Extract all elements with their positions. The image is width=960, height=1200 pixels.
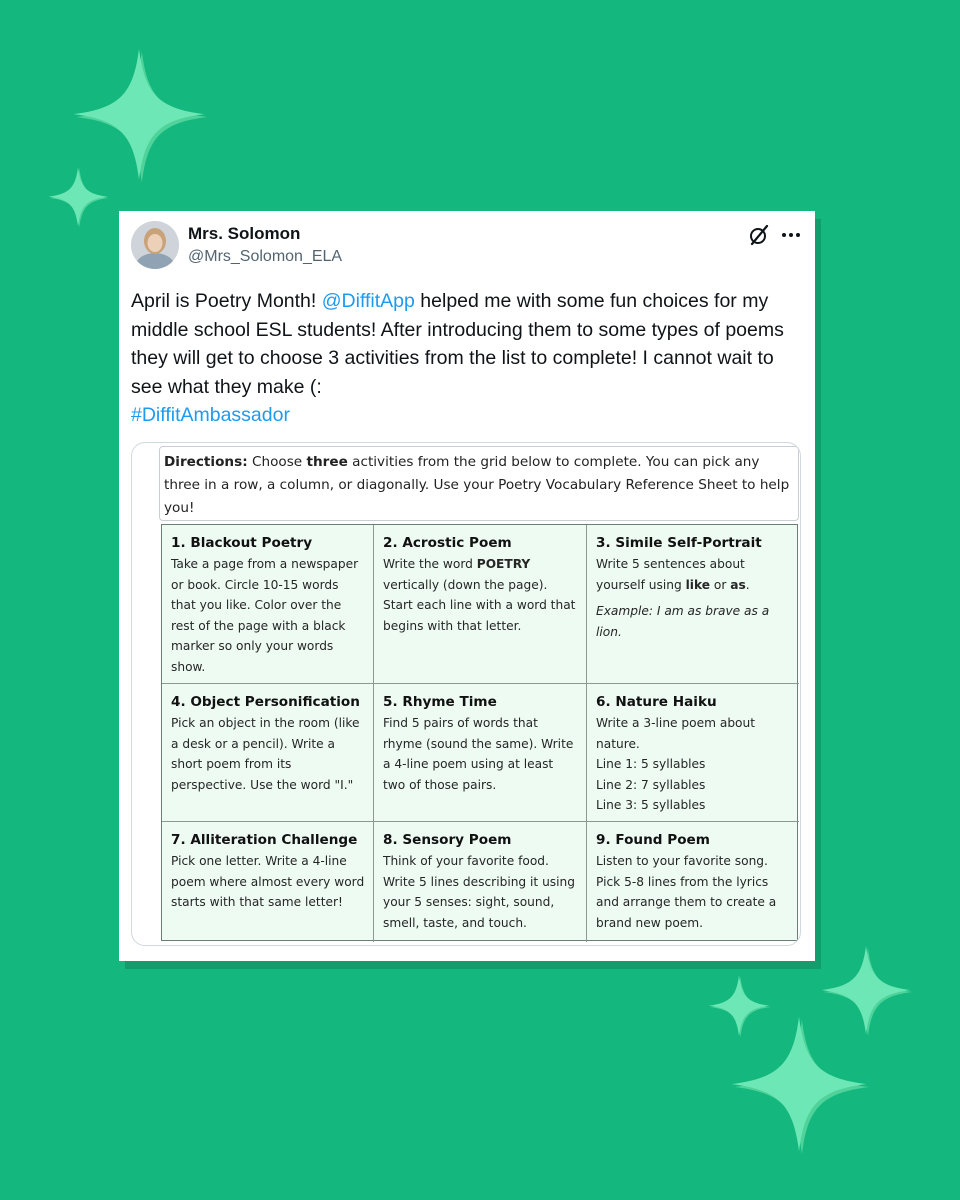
activity-text: Write 5 sentences about yourself using bbox=[596, 557, 745, 592]
avatar[interactable] bbox=[131, 221, 179, 269]
activity-bold-word: like bbox=[685, 577, 711, 592]
activity-cell bbox=[162, 684, 374, 822]
author-name[interactable]: Mrs. Solomon bbox=[188, 224, 301, 243]
activity-description: Write a 3-line poem about nature. bbox=[596, 716, 756, 751]
activity-cell bbox=[374, 525, 587, 684]
activity-description: Find 5 pairs of words that rhyme (sound the same). Write a 4-line poem using at least two of those pairs. bbox=[383, 716, 574, 792]
activity-description: Think of your favorite food. Write 5 lines describing it using your 5 senses: sight, sound, smell, taste, and touch. bbox=[383, 854, 575, 930]
directions-text: Choose bbox=[247, 454, 307, 470]
activity-text: Write the word bbox=[383, 557, 477, 571]
worksheet-image[interactable] bbox=[131, 442, 801, 946]
activity-title: 8. Sensory Poem bbox=[383, 832, 512, 848]
activity-bold-word: as bbox=[730, 577, 746, 592]
activity-cell bbox=[587, 525, 799, 684]
more-icon[interactable] bbox=[779, 223, 803, 247]
activity-text: or bbox=[710, 577, 731, 592]
tweet-text-segment: helped me with some fun choices for bbox=[414, 290, 737, 312]
mention-link[interactable]: @DiffitApp bbox=[321, 290, 415, 312]
sparkle-icon bbox=[46, 166, 110, 230]
directions-label: Directions: bbox=[164, 454, 248, 470]
activity-description bbox=[596, 554, 791, 595]
haiku-line: Line 3: 5 syllables bbox=[596, 798, 706, 813]
tweet-text-segment: my middle school ESL students! After introducing them to some types of poems they will get to choose 3 activities from the list to complete! I cannot wait to see what they make (: bbox=[131, 290, 784, 398]
activity-cell bbox=[374, 822, 587, 942]
haiku-line: Line 1: 5 syllables bbox=[596, 757, 706, 772]
activity-title: 4. Object Personification bbox=[171, 694, 360, 710]
activity-description: Pick an object in the room (like a desk or a pencil). Write a short poem from its perspective. Use the word "I." bbox=[171, 716, 360, 792]
tweet-card bbox=[119, 211, 815, 961]
activity-title: 2. Acrostic Poem bbox=[383, 535, 512, 551]
avatar-portrait-icon bbox=[131, 221, 179, 269]
tweet-text-segment: April is Poetry Month! bbox=[131, 290, 322, 312]
activity-title: 1. Blackout Poetry bbox=[171, 535, 313, 551]
grok-icon[interactable] bbox=[747, 223, 771, 247]
activity-cell bbox=[162, 822, 374, 942]
directions-text: activities from the grid below to complete. You can pick any three in a row, a column, or diagonally. Use your Poetry Vocabulary Reference Sheet to help you! bbox=[164, 454, 790, 516]
activity-title: 3. Simile Self-Portrait bbox=[596, 535, 762, 551]
hashtag-link[interactable]: #DiffitAmbassador bbox=[131, 404, 290, 426]
activity-example: Example: I am as brave as a lion. bbox=[596, 604, 770, 639]
activity-cell bbox=[587, 684, 799, 822]
activity-cell bbox=[587, 822, 799, 942]
activity-cell bbox=[162, 525, 374, 684]
worksheet-directions bbox=[159, 446, 799, 521]
directions-bold: three bbox=[306, 454, 348, 470]
activity-description bbox=[383, 554, 578, 636]
activity-text: . bbox=[745, 577, 750, 592]
activity-title: 9. Found Poem bbox=[596, 832, 710, 848]
author-handle[interactable]: @Mrs_Solomon_ELA bbox=[188, 248, 343, 265]
activity-text: vertically (down the page). Start each line with a word that begins with that letter. bbox=[383, 577, 576, 633]
activity-title: 5. Rhyme Time bbox=[383, 694, 497, 710]
activity-description: Pick one letter. Write a 4-line poem where almost every word starts with that same letter! bbox=[171, 854, 365, 910]
activity-grid bbox=[161, 524, 798, 941]
activity-description: Take a page from a newspaper or book. Circle 10-15 words that you like. Color over the rest of the page with a black marker so only your words show. bbox=[171, 557, 359, 674]
haiku-line: Line 2: 7 syllables bbox=[596, 777, 706, 792]
activity-title: 7. Alliteration Challenge bbox=[171, 832, 358, 848]
sparkle-icon bbox=[726, 1014, 872, 1160]
activity-title: 6. Nature Haiku bbox=[596, 694, 717, 710]
activity-bold-word: POETRY bbox=[476, 557, 531, 571]
tweet-text bbox=[131, 287, 803, 430]
activity-cell bbox=[374, 684, 587, 822]
activity-description: Listen to your favorite song. Pick 5-8 lines from the lyrics and arrange them to create a brand new poem. bbox=[596, 854, 777, 930]
